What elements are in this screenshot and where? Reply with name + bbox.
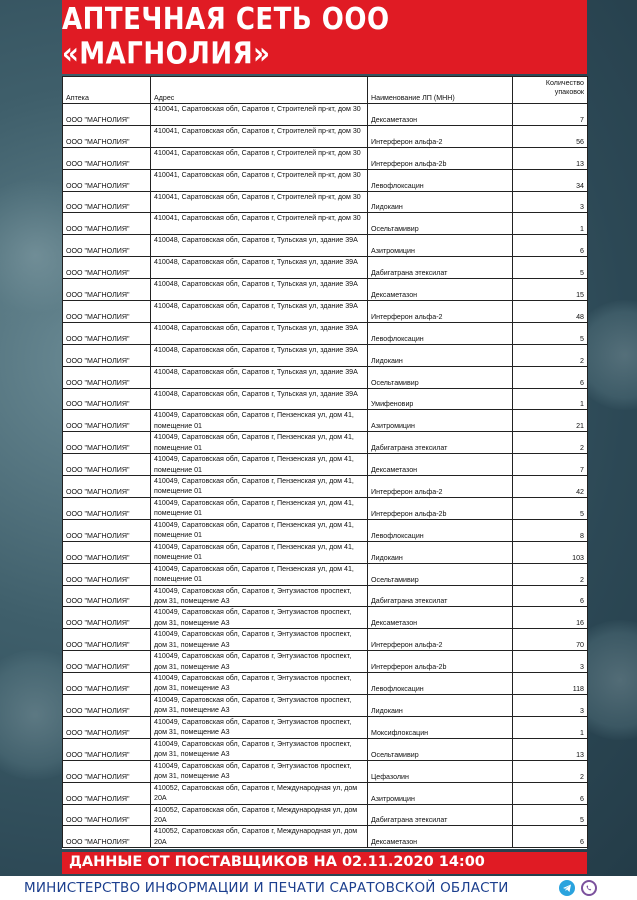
table-row: [63, 498, 588, 520]
cell-drug: Моксифлоксацин: [368, 716, 513, 738]
table-row: [63, 519, 588, 541]
table-row: [63, 344, 588, 366]
table-row: [63, 147, 588, 169]
cell-drug: Интерферон альфа-2: [368, 476, 513, 498]
data-date-banner: [62, 852, 587, 874]
cell-drug: Осельтамивир: [368, 563, 513, 585]
cell-drug: Интерферон альфа-2b: [368, 147, 513, 169]
cell-address: 410049, Саратовская обл, Саратов г, Пензенская ул, дом 41, помещение 01: [151, 541, 368, 563]
cell-quantity: 6: [513, 826, 588, 848]
cell-address: 410048, Саратовская обл, Саратов г, Тульская ул, здание 39А: [151, 366, 368, 388]
cell-quantity: 42: [513, 476, 588, 498]
table-row: [63, 257, 588, 279]
cell-pharmacy: ООО "МАГНОЛИЯ": [63, 344, 151, 366]
cell-pharmacy: ООО "МАГНОЛИЯ": [63, 169, 151, 191]
cell-quantity: 5: [513, 257, 588, 279]
cell-address: 410041, Саратовская обл, Саратов г, Строителей пр-кт, дом 30: [151, 169, 368, 191]
cell-pharmacy: ООО "МАГНОЛИЯ": [63, 147, 151, 169]
ministry-footer: [0, 876, 637, 900]
table-header-row: [63, 77, 588, 104]
cell-pharmacy: ООО "МАГНОЛИЯ": [63, 388, 151, 410]
cell-pharmacy: ООО "МАГНОЛИЯ": [63, 322, 151, 344]
cell-pharmacy: ООО "МАГНОЛИЯ": [63, 498, 151, 520]
pharmacy-table: [62, 76, 588, 848]
table-row: [63, 388, 588, 410]
cell-pharmacy: ООО "МАГНОЛИЯ": [63, 301, 151, 323]
table-row: [63, 410, 588, 432]
cell-quantity: 3: [513, 651, 588, 673]
cell-quantity: 6: [513, 366, 588, 388]
cell-drug: Дабигатрана этексилат: [368, 804, 513, 826]
cell-quantity: 5: [513, 498, 588, 520]
cell-address: 410041, Саратовская обл, Саратов г, Строителей пр-кт, дом 30: [151, 191, 368, 213]
cell-drug: Интерферон альфа-2: [368, 301, 513, 323]
cell-drug: Дексаметазон: [368, 826, 513, 848]
cell-address: 410049, Саратовская обл, Саратов г, Пензенская ул, дом 41, помещение 01: [151, 454, 368, 476]
table-row: [63, 541, 588, 563]
cell-address: 410049, Саратовская обл, Саратов г, Энтузиастов проспект, дом 31, помещение А3: [151, 716, 368, 738]
cell-drug: Азитромицин: [368, 235, 513, 257]
table-row: [63, 191, 588, 213]
cell-pharmacy: ООО "МАГНОЛИЯ": [63, 476, 151, 498]
cell-drug: Интерферон альфа-2: [368, 629, 513, 651]
cell-pharmacy: ООО "МАГНОЛИЯ": [63, 804, 151, 826]
header-quantity: Количество упаковок: [513, 77, 588, 104]
cell-quantity: 6: [513, 585, 588, 607]
cell-quantity: 7: [513, 454, 588, 476]
cell-drug: Интерферон альфа-2: [368, 125, 513, 147]
cell-pharmacy: ООО "МАГНОЛИЯ": [63, 104, 151, 126]
table-row: [63, 738, 588, 760]
pharmacy-table-sheet: [62, 76, 587, 849]
cell-drug: Лидокаин: [368, 344, 513, 366]
cell-drug: Дексаметазон: [368, 607, 513, 629]
cell-address: 410048, Саратовская обл, Саратов г, Тульская ул, здание 39А: [151, 344, 368, 366]
cell-quantity: 21: [513, 410, 588, 432]
cell-pharmacy: ООО "МАГНОЛИЯ": [63, 563, 151, 585]
table-row: [63, 826, 588, 848]
table-row: [63, 651, 588, 673]
cell-quantity: 5: [513, 322, 588, 344]
table-row: [63, 169, 588, 191]
cell-pharmacy: ООО "МАГНОЛИЯ": [63, 454, 151, 476]
cell-address: 410048, Саратовская обл, Саратов г, Тульская ул, здание 39А: [151, 279, 368, 301]
cell-drug: Интерферон альфа-2b: [368, 498, 513, 520]
cell-quantity: 6: [513, 235, 588, 257]
cell-address: 410041, Саратовская обл, Саратов г, Строителей пр-кт, дом 30: [151, 213, 368, 235]
cell-address: 410041, Саратовская обл, Саратов г, Строителей пр-кт, дом 30: [151, 125, 368, 147]
cell-pharmacy: ООО "МАГНОЛИЯ": [63, 235, 151, 257]
cell-quantity: 1: [513, 213, 588, 235]
cell-drug: Лидокаин: [368, 191, 513, 213]
cell-address: 410048, Саратовская обл, Саратов г, Тульская ул, здание 39А: [151, 301, 368, 323]
cell-quantity: 2: [513, 432, 588, 454]
table-row: [63, 673, 588, 695]
cell-drug: Лидокаин: [368, 541, 513, 563]
cell-address: 410049, Саратовская обл, Саратов г, Энтузиастов проспект, дом 31, помещение А3: [151, 629, 368, 651]
table-row: [63, 716, 588, 738]
cell-quantity: 2: [513, 760, 588, 782]
cell-address: 410049, Саратовская обл, Саратов г, Пензенская ул, дом 41, помещение 01: [151, 563, 368, 585]
cell-address: 410049, Саратовская обл, Саратов г, Энтузиастов проспект, дом 31, помещение А3: [151, 760, 368, 782]
cell-drug: Дабигатрана этексилат: [368, 257, 513, 279]
table-row: [63, 104, 588, 126]
table-row: [63, 213, 588, 235]
cell-drug: Левофлоксацин: [368, 322, 513, 344]
cell-address: 410049, Саратовская обл, Саратов г, Энтузиастов проспект, дом 31, помещение А3: [151, 607, 368, 629]
cell-pharmacy: ООО "МАГНОЛИЯ": [63, 213, 151, 235]
table-row: [63, 695, 588, 717]
cell-quantity: 48: [513, 301, 588, 323]
cell-pharmacy: ООО "МАГНОЛИЯ": [63, 629, 151, 651]
cell-address: 410049, Саратовская обл, Саратов г, Энтузиастов проспект, дом 31, помещение А3: [151, 585, 368, 607]
table-row: [63, 322, 588, 344]
cell-pharmacy: ООО "МАГНОЛИЯ": [63, 366, 151, 388]
cell-pharmacy: ООО "МАГНОЛИЯ": [63, 519, 151, 541]
cell-drug: Интерферон альфа-2b: [368, 651, 513, 673]
cell-drug: Дексаметазон: [368, 279, 513, 301]
cell-quantity: 3: [513, 695, 588, 717]
cell-drug: Дабигатрана этексилат: [368, 432, 513, 454]
table-row: [63, 454, 588, 476]
cell-quantity: 34: [513, 169, 588, 191]
cell-pharmacy: ООО "МАГНОЛИЯ": [63, 257, 151, 279]
table-row: [63, 235, 588, 257]
cell-pharmacy: ООО "МАГНОЛИЯ": [63, 826, 151, 848]
cell-quantity: 56: [513, 125, 588, 147]
cell-pharmacy: ООО "МАГНОЛИЯ": [63, 410, 151, 432]
cell-drug: Цефазолин: [368, 760, 513, 782]
cell-address: 410049, Саратовская обл, Саратов г, Пензенская ул, дом 41, помещение 01: [151, 432, 368, 454]
cell-drug: Дексаметазон: [368, 454, 513, 476]
table-row: [63, 125, 588, 147]
table-row: [63, 804, 588, 826]
page-title: АПТЕЧНАЯ СЕТЬ ООО «МАГНОЛИЯ»: [62, 2, 390, 72]
cell-quantity: 6: [513, 782, 588, 804]
cell-drug: Осельтамивир: [368, 738, 513, 760]
cell-address: 410049, Саратовская обл, Саратов г, Энтузиастов проспект, дом 31, помещение А3: [151, 695, 368, 717]
table-row: [63, 629, 588, 651]
ministry-name: МИНИСТЕРСТВО ИНФОРМАЦИИ И ПЕЧАТИ САРАТОВСКОЙ ОБЛАСТИ: [24, 880, 509, 896]
cell-pharmacy: ООО "МАГНОЛИЯ": [63, 541, 151, 563]
cell-quantity: 2: [513, 344, 588, 366]
cell-pharmacy: ООО "МАГНОЛИЯ": [63, 738, 151, 760]
cell-address: 410049, Саратовская обл, Саратов г, Пензенская ул, дом 41, помещение 01: [151, 519, 368, 541]
table-row: [63, 563, 588, 585]
cell-quantity: 2: [513, 563, 588, 585]
data-date-note: ДАННЫЕ ОТ ПОСТАВЩИКОВ НА 02.11.2020 14:00: [69, 854, 485, 870]
cell-address: 410048, Саратовская обл, Саратов г, Тульская ул, здание 39А: [151, 322, 368, 344]
header-pharmacy: Аптека: [63, 77, 151, 104]
cell-pharmacy: ООО "МАГНОЛИЯ": [63, 651, 151, 673]
cell-drug: Левофлоксацин: [368, 169, 513, 191]
table-row: [63, 607, 588, 629]
cell-drug: Осельтамивир: [368, 213, 513, 235]
cell-drug: Левофлоксацин: [368, 519, 513, 541]
cell-address: 410049, Саратовская обл, Саратов г, Пензенская ул, дом 41, помещение 01: [151, 498, 368, 520]
cell-quantity: 70: [513, 629, 588, 651]
cell-address: 410041, Саратовская обл, Саратов г, Строителей пр-кт, дом 30: [151, 104, 368, 126]
table-row: [63, 366, 588, 388]
cell-pharmacy: ООО "МАГНОЛИЯ": [63, 125, 151, 147]
cell-address: 410052, Саратовская обл, Саратов г, Международная ул, дом 20А: [151, 826, 368, 848]
cell-quantity: 118: [513, 673, 588, 695]
cell-quantity: 1: [513, 388, 588, 410]
cell-quantity: 8: [513, 519, 588, 541]
cell-quantity: 13: [513, 738, 588, 760]
cell-pharmacy: ООО "МАГНОЛИЯ": [63, 673, 151, 695]
table-row: [63, 279, 588, 301]
cell-quantity: 7: [513, 104, 588, 126]
cell-drug: Дексаметазон: [368, 104, 513, 126]
cell-pharmacy: ООО "МАГНОЛИЯ": [63, 191, 151, 213]
cell-address: 410049, Саратовская обл, Саратов г, Пензенская ул, дом 41, помещение 01: [151, 476, 368, 498]
cell-pharmacy: ООО "МАГНОЛИЯ": [63, 279, 151, 301]
cell-address: 410048, Саратовская обл, Саратов г, Тульская ул, здание 39А: [151, 235, 368, 257]
cell-drug: Осельтамивир: [368, 366, 513, 388]
cell-address: 410052, Саратовская обл, Саратов г, Международная ул, дом 20А: [151, 804, 368, 826]
cell-address: 410049, Саратовская обл, Саратов г, Энтузиастов проспект, дом 31, помещение А3: [151, 673, 368, 695]
cell-quantity: 15: [513, 279, 588, 301]
cell-address: 410049, Саратовская обл, Саратов г, Энтузиастов проспект, дом 31, помещение А3: [151, 651, 368, 673]
table-row: [63, 782, 588, 804]
title-banner: [62, 0, 587, 74]
cell-address: 410041, Саратовская обл, Саратов г, Строителей пр-кт, дом 30: [151, 147, 368, 169]
cell-pharmacy: ООО "МАГНОЛИЯ": [63, 432, 151, 454]
table-row: [63, 585, 588, 607]
cell-pharmacy: ООО "МАГНОЛИЯ": [63, 716, 151, 738]
cell-pharmacy: ООО "МАГНОЛИЯ": [63, 585, 151, 607]
cell-quantity: 5: [513, 804, 588, 826]
table-row: [63, 760, 588, 782]
cell-drug: Азитромицин: [368, 410, 513, 432]
cell-quantity: 16: [513, 607, 588, 629]
table-row: [63, 301, 588, 323]
header-drug: Наименование ЛП (МНН): [368, 77, 513, 104]
cell-quantity: 13: [513, 147, 588, 169]
cell-drug: Умифеновир: [368, 388, 513, 410]
cell-drug: Азитромицин: [368, 782, 513, 804]
cell-address: 410048, Саратовская обл, Саратов г, Тульская ул, здание 39А: [151, 388, 368, 410]
cell-pharmacy: ООО "МАГНОЛИЯ": [63, 760, 151, 782]
cell-drug: Левофлоксацин: [368, 673, 513, 695]
cell-pharmacy: ООО "МАГНОЛИЯ": [63, 695, 151, 717]
cell-drug: Дабигатрана этексилат: [368, 585, 513, 607]
cell-drug: Лидокаин: [368, 695, 513, 717]
telegram-icon[interactable]: [559, 880, 575, 896]
cell-address: 410048, Саратовская обл, Саратов г, Тульская ул, здание 39А: [151, 257, 368, 279]
cell-quantity: 103: [513, 541, 588, 563]
cell-quantity: 3: [513, 191, 588, 213]
viber-icon[interactable]: [581, 880, 597, 896]
cell-address: 410049, Саратовская обл, Саратов г, Пензенская ул, дом 41, помещение 01: [151, 410, 368, 432]
table-row: [63, 476, 588, 498]
table-row: [63, 432, 588, 454]
header-address: Адрес: [151, 77, 368, 104]
cell-address: 410052, Саратовская обл, Саратов г, Международная ул, дом 20А: [151, 782, 368, 804]
cell-pharmacy: ООО "МАГНОЛИЯ": [63, 782, 151, 804]
cell-pharmacy: ООО "МАГНОЛИЯ": [63, 607, 151, 629]
cell-address: 410049, Саратовская обл, Саратов г, Энтузиастов проспект, дом 31, помещение А3: [151, 738, 368, 760]
cell-quantity: 1: [513, 716, 588, 738]
